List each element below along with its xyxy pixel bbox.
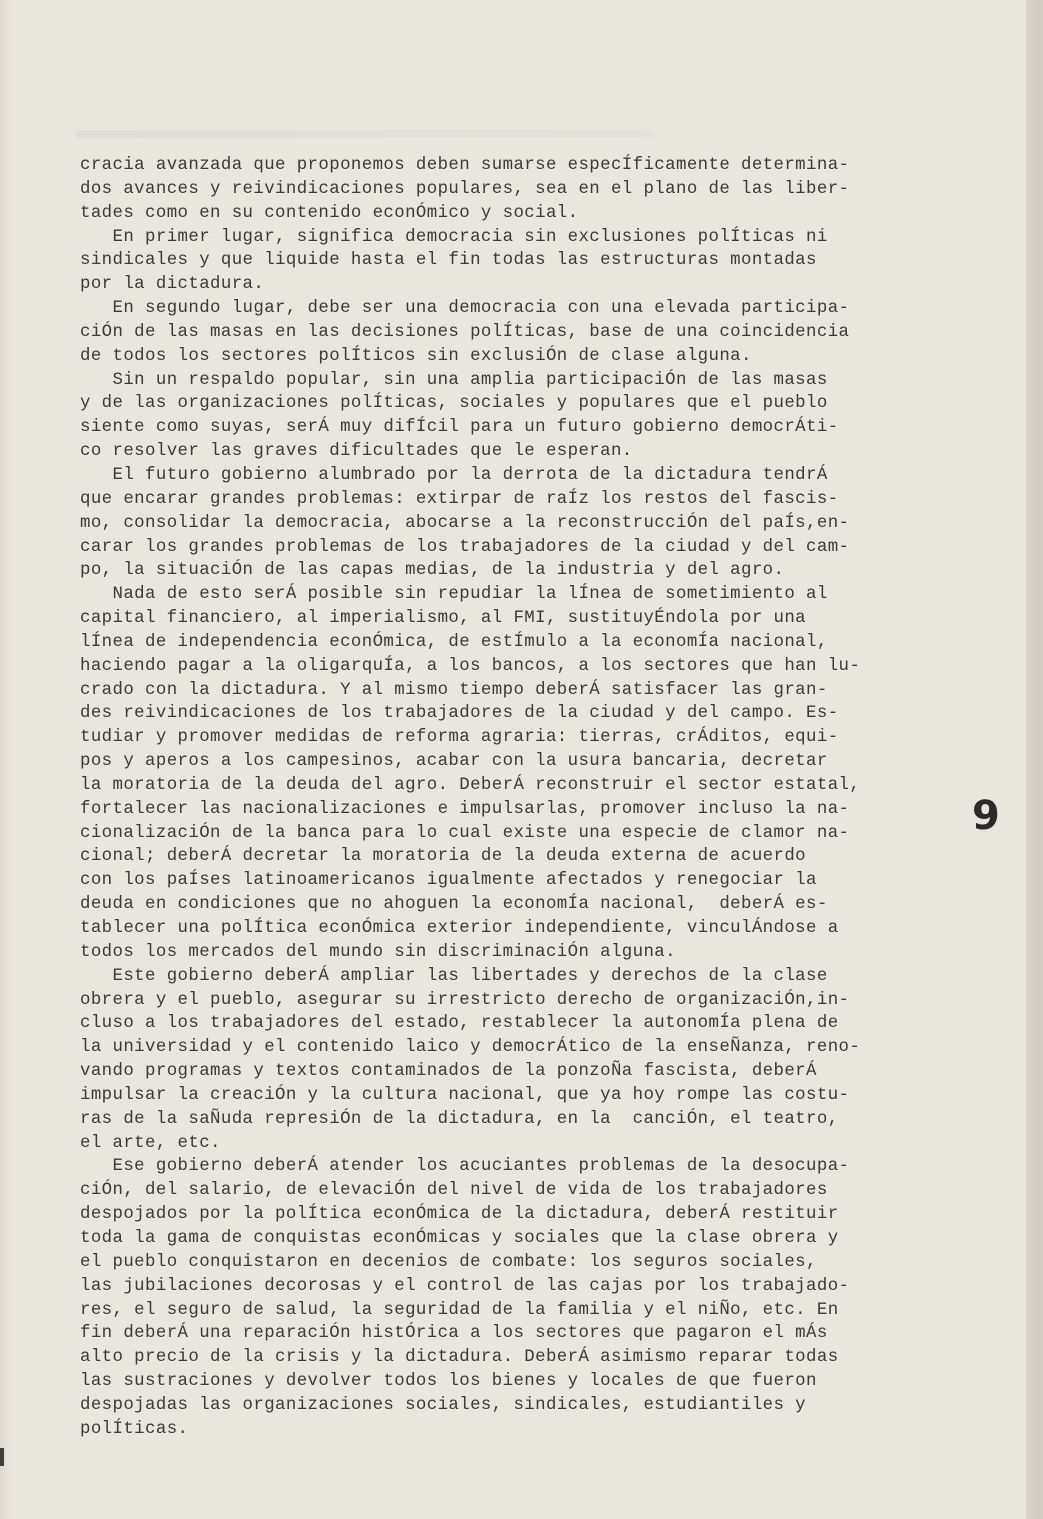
text-line: por la dictadura.	[80, 275, 265, 295]
page-number: 9	[972, 793, 1000, 839]
text-line: res, el seguro de salud, la seguridad de la familia y el niÑo, etc. En	[80, 1300, 839, 1320]
text-line: de todos los sectores polÍticos sin exclusiÓn de clase alguna.	[80, 346, 752, 366]
text-line: po, la situaciÓn de las capas medias, de la industria y del agro.	[80, 561, 785, 581]
page-edge	[1026, 0, 1043, 1519]
text-line: siente como suyas, serÁ muy difÍcil para un futuro gobierno democrÁti-	[80, 418, 839, 438]
text-line: el arte, etc.	[80, 1133, 221, 1153]
text-line: el pueblo conquistaron en decenios de combate: los seguros sociales,	[80, 1252, 817, 1272]
text-line: pos y aperos a los campesinos, acabar con la usura bancaria, decretar	[80, 752, 828, 772]
margin-mark	[0, 1448, 4, 1466]
text-line: vando programas y textos contaminados de la ponzoÑa fascista, deberÁ	[80, 1062, 817, 1082]
text-line: fortalecer las nacionalizaciones e impulsarlas, promover incluso la na-	[80, 799, 850, 819]
text-line: despojadas las organizaciones sociales, sindicales, estudiantiles y	[80, 1395, 807, 1415]
text-line: En primer lugar, significa democracia sin exclusiones polÍticas ni	[80, 227, 828, 247]
text-line: El futuro gobierno alumbrado por la derrota de la dictadura tendrÁ	[80, 465, 828, 485]
show-through-text	[75, 130, 655, 138]
text-line: toda la gama de conquistas econÓmicas y sociales que la clase obrera y	[80, 1228, 839, 1248]
text-line: despojados por la polÍtica econÓmica de la dictadura, deberÁ restituir	[80, 1205, 839, 1225]
text-line: carar los grandes problemas de los trabajadores de la ciudad y del cam-	[80, 537, 850, 557]
text-line: las jubilaciones decorosas y el control de las cajas por los trabajado-	[80, 1276, 850, 1296]
text-line: des reivindicaciones de los trabajadores de la ciudad y del campo. Es-	[80, 704, 839, 724]
text-line: impulsar la creaciÓn y la cultura nacional, que ya hoy rompe las costu-	[80, 1085, 850, 1105]
text-line: polÍticas.	[80, 1419, 189, 1439]
text-line: todos los mercados del mundo sin discriminaciÓn alguna.	[80, 942, 676, 962]
text-line: cracia avanzada que proponemos deben sumarse especÍficamente determina-	[80, 156, 850, 175]
text-line: la universidad y el contenido laico y democrÁtico de la enseÑanza, reno-	[80, 1038, 861, 1058]
text-line: cional; deberÁ decretar la moratoria de la deuda externa de acuerdo	[80, 847, 807, 867]
text-line: Ese gobierno deberÁ atender los acuciantes problemas de la desocupa-	[80, 1157, 850, 1177]
text-line: tades como en su contenido econÓmico y social.	[80, 203, 579, 223]
text-line: que encarar grandes problemas: extirpar de raÍz los restos del fascis-	[80, 489, 839, 509]
text-line: Nada de esto serÁ posible sin repudiar la lÍnea de sometimiento al	[80, 585, 828, 605]
text-line: co resolver las graves dificultades que le esperan.	[80, 442, 633, 462]
text-line: crado con la dictadura. Y al mismo tiempo deberÁ satisfacer las gran-	[80, 680, 828, 700]
text-line: tudiar y promover medidas de reforma agraria: tierras, crÁditos, equi-	[80, 728, 839, 748]
text-line: fin deberÁ una reparaciÓn histÓrica a los sectores que pagaron el mÁs	[80, 1324, 828, 1344]
text-line: con los paÍses latinoamericanos igualmente afectados y renegociar la	[80, 871, 817, 891]
text-line: Este gobierno deberÁ ampliar las libertades y derechos de la clase	[80, 966, 828, 986]
text-line: sindicales y que liquide hasta el fin todas las estructuras montadas	[80, 251, 817, 271]
text-line: mo, consolidar la democracia, abocarse a la reconstrucciÓn del paÍs,en-	[80, 513, 850, 533]
text-line: las sustraciones y devolver todos los bienes y locales de que fueron	[80, 1372, 817, 1392]
text-line: dos avances y reivindicaciones populares, sea en el plano de las liber-	[80, 179, 850, 199]
text-line: alto precio de la crisis y la dictadura. DeberÁ asimismo reparar todas	[80, 1348, 839, 1368]
text-line: ciÓn, del salario, de elevaciÓn del nivel de vida de los trabajadores	[80, 1181, 828, 1201]
text-line: ciÓn de las masas en las decisiones polÍticas, base de una coincidencia	[80, 322, 850, 342]
binding-edge	[0, 0, 12, 1519]
text-line: deuda en condiciones que no ahoguen la economÍa nacional, deberÁ es-	[80, 895, 828, 915]
text-line: la moratoria de la deuda del agro. DeberÁ reconstruir el sector estatal,	[80, 775, 861, 795]
text-line: ras de la saÑuda represiÓn de la dictadura, en la canciÓn, el teatro,	[80, 1109, 839, 1129]
text-line: haciendo pagar a la oligarquÍa, a los bancos, a los sectores que han lu-	[80, 656, 861, 676]
body-text	[80, 154, 960, 1442]
text-line: cluso a los trabajadores del estado, restablecer la autonomÍa plena de	[80, 1014, 839, 1034]
text-line: tablecer una polÍtica econÓmica exterior independiente, vinculÁndose a	[80, 919, 839, 938]
text-line: obrera y el pueblo, asegurar su irrestricto derecho de organizaciÓn,in-	[80, 990, 850, 1010]
text-line: cionalizaciÓn de la banca para lo cual existe una especie de clamor na-	[80, 823, 850, 843]
text-line: capital financiero, al imperialismo, al FMI, sustituyÉndola por una	[80, 609, 807, 629]
text-line: lÍnea de independencia econÓmica, de estÍmulo a la economÍa nacional,	[80, 632, 828, 652]
text-line: En segundo lugar, debe ser una democracia con una elevada participa-	[80, 299, 850, 319]
text-line: y de las organizaciones polÍticas, sociales y populares que el pueblo	[80, 394, 828, 414]
text-line: Sin un respaldo popular, sin una amplia participaciÓn de las masas	[80, 370, 828, 390]
